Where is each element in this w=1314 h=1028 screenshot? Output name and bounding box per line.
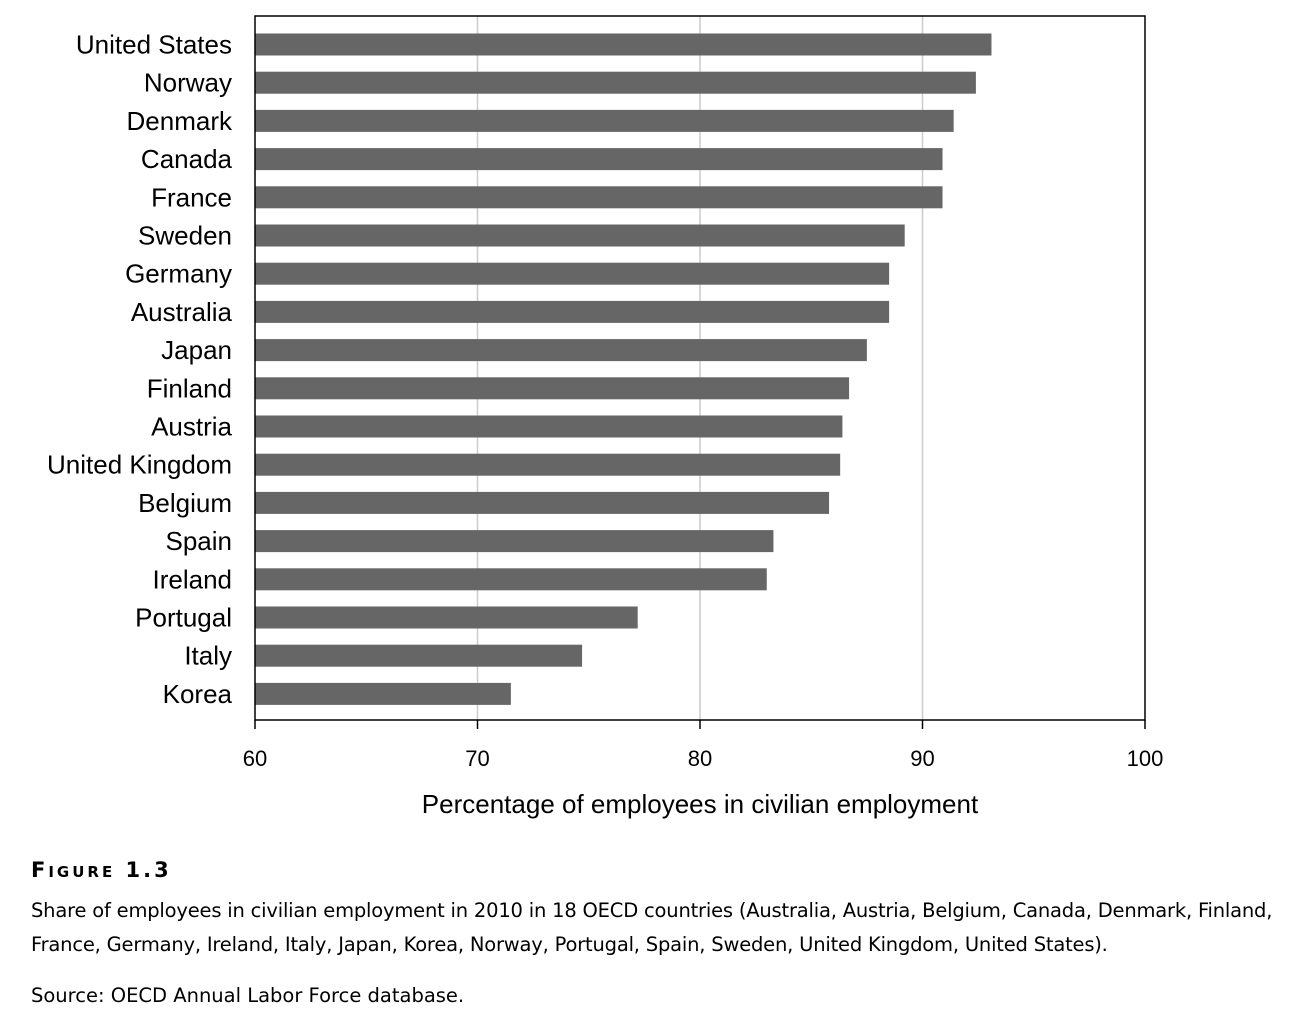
tick-label-90: 90 — [910, 746, 935, 771]
category-label-france: France — [151, 182, 232, 213]
bar-canada — [255, 148, 943, 170]
tick-label-60: 60 — [242, 746, 268, 771]
bar-united-kingdom — [255, 454, 840, 476]
tick-marks — [255, 720, 1145, 729]
category-label-united-kingdom: United Kingdom — [47, 449, 232, 480]
tick-label-100: 100 — [1126, 746, 1164, 771]
bar-austria — [255, 416, 842, 438]
bars — [255, 34, 991, 705]
category-label-germany: Germany — [125, 258, 232, 289]
category-label-portugal: Portugal — [135, 602, 232, 633]
bar-ireland — [255, 568, 767, 590]
category-label-australia: Australia — [130, 296, 232, 327]
category-label-belgium: Belgium — [138, 487, 232, 518]
bar-denmark — [255, 110, 954, 132]
category-labels — [47, 30, 233, 709]
category-label-austria: Austria — [151, 411, 232, 442]
category-label-sweden: Sweden — [138, 220, 232, 251]
bar-germany — [255, 263, 889, 285]
x-axis-title: Percentage of employees in civilian employment — [421, 789, 979, 819]
category-label-denmark: Denmark — [126, 105, 232, 136]
bar-spain — [255, 530, 773, 552]
bar-finland — [255, 377, 849, 399]
bar-norway — [255, 72, 976, 94]
tick-label-80: 80 — [687, 746, 713, 771]
bar-japan — [255, 339, 867, 361]
category-label-norway: Norway — [143, 67, 232, 98]
figure-label: Figure 1.3 — [31, 858, 172, 882]
category-label-spain: Spain — [165, 526, 232, 557]
category-label-korea: Korea — [162, 678, 232, 709]
bar-sweden — [255, 225, 905, 247]
category-label-canada: Canada — [140, 144, 232, 175]
bar-belgium — [255, 492, 829, 514]
bar-united-states — [255, 34, 991, 56]
figure-description: Share of employees in civilian employment in 2010 in 18 OECD countries (Australia, Austria, Belgium, Canada, Denmark, Finland, France, Germany, Ireland, Italy, Japan, Korea, Norway, Portugal, Spain, Sweden, United Kingdom, United States). — [31, 899, 1273, 956]
figure-source: Source: OECD Annual Labor Force database. — [31, 984, 465, 1007]
bar-australia — [255, 301, 889, 323]
category-label-finland: Finland — [146, 373, 232, 404]
category-label-united-states: United States — [75, 29, 232, 60]
tick-label-70: 70 — [465, 746, 490, 771]
category-label-italy: Italy — [184, 640, 232, 671]
bar-italy — [255, 645, 582, 667]
bar-portugal — [255, 607, 638, 629]
bar-france — [255, 186, 943, 208]
bar-korea — [255, 683, 511, 705]
tick-labels — [243, 746, 1164, 771]
category-label-ireland: Ireland — [152, 564, 232, 595]
category-label-japan: Japan — [161, 335, 232, 366]
